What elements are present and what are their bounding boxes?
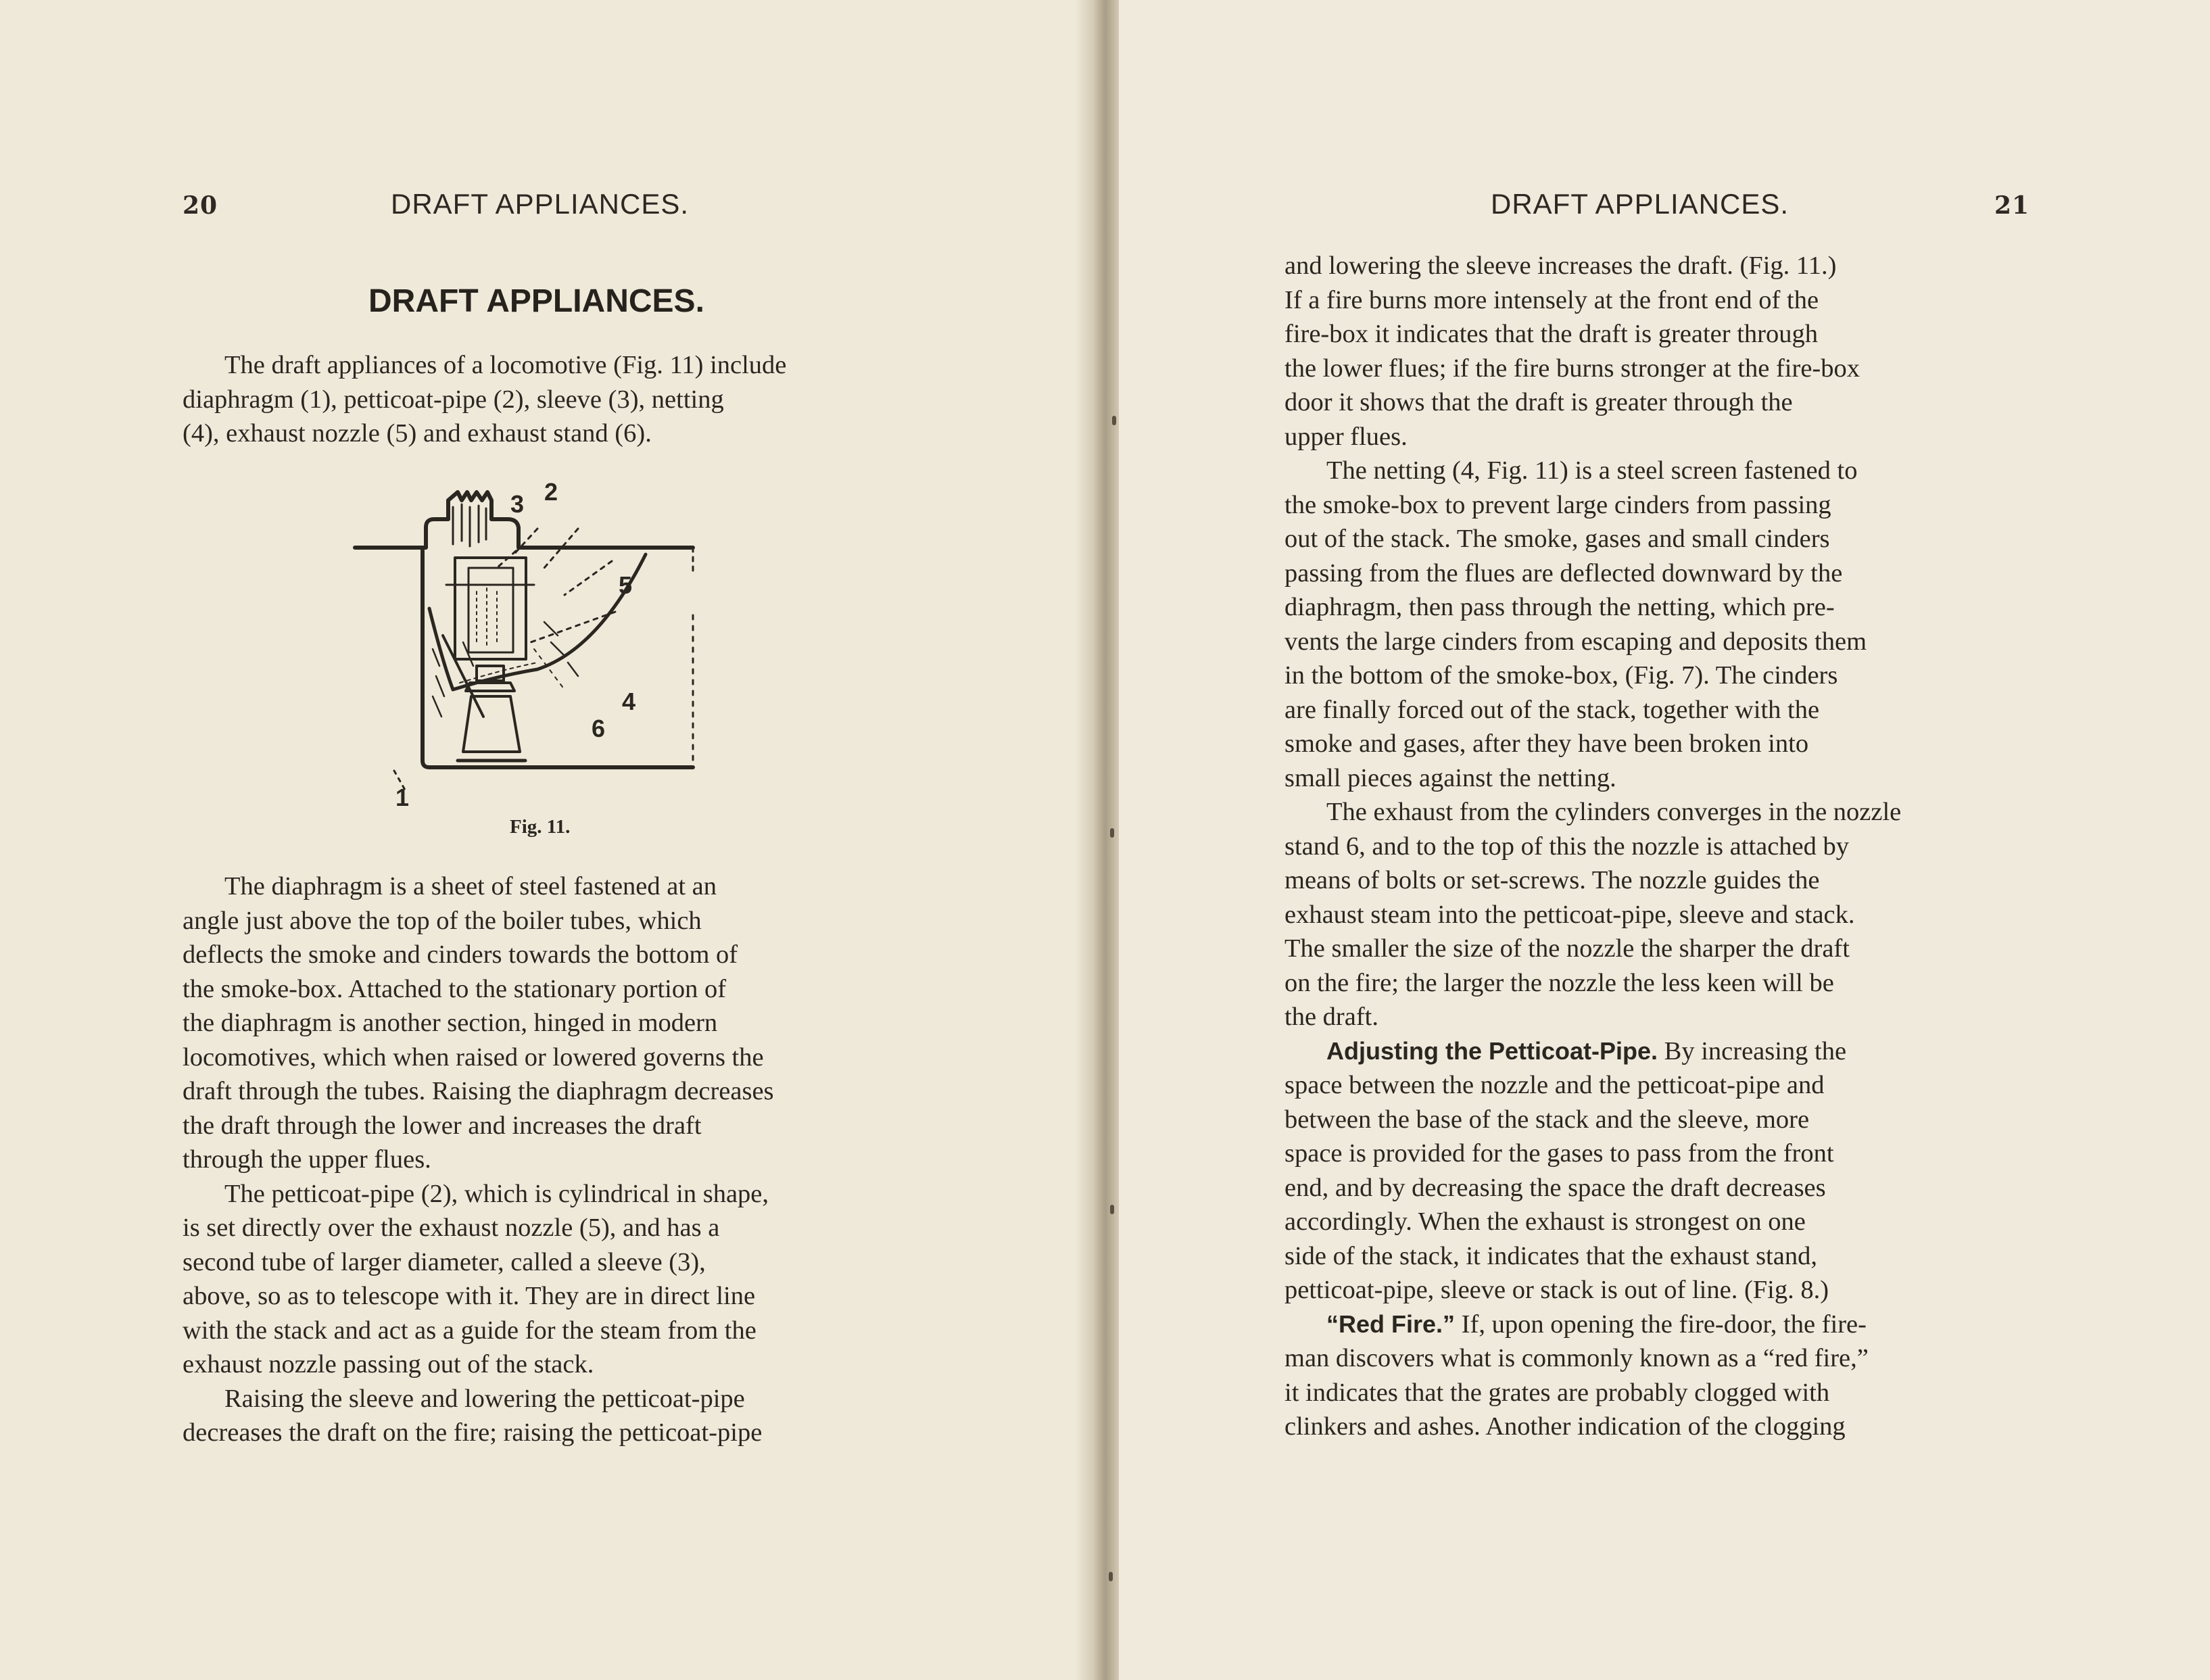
text-line: diaphragm (1), petticoat-pipe (2), sleeve (3), netting bbox=[183, 385, 724, 414]
text-line: on the fire; the larger the nozzle the less keen will be bbox=[1284, 968, 1834, 997]
text-line: The smaller the size of the nozzle the sharper the draft bbox=[1284, 934, 1850, 963]
text-line: If a fire burns more intensely at the front end of the bbox=[1284, 285, 1819, 314]
text-line: angle just above the top of the boiler tubes, which bbox=[183, 906, 702, 935]
right-running-head: DRAFT APPLIANCES. bbox=[1491, 188, 1789, 220]
section-heading-adjusting: Adjusting the Petticoat-Pipe. bbox=[1326, 1036, 1658, 1065]
text-line: end, and by decreasing the space the draft decreases bbox=[1284, 1173, 1826, 1202]
text-line: decreases the draft on the fire; raising the petticoat-pipe bbox=[183, 1418, 763, 1447]
text-line: between the base of the stack and the sleeve, more bbox=[1284, 1105, 1810, 1134]
chapter-title: DRAFT APPLIANCES. bbox=[368, 283, 704, 319]
text-line: vents the large cinders from escaping and deposits them bbox=[1284, 627, 1867, 656]
text-line: and lowering the sleeve increases the draft. (Fig. 11.) bbox=[1284, 251, 1837, 280]
binding-mark bbox=[1110, 828, 1114, 838]
text-line: clinkers and ashes. Another indication of the clogging bbox=[1284, 1412, 1846, 1441]
left-page-number: 20 bbox=[183, 191, 218, 220]
text-line: stand 6, and to the top of this the nozzle is attached by bbox=[1284, 832, 1850, 861]
text-line: The exhaust from the cylinders converges in the nozzle bbox=[1326, 798, 1902, 826]
text-line: The diaphragm is a sheet of steel fastened at an bbox=[224, 872, 717, 901]
left-page bbox=[0, 0, 1092, 1680]
fig-label-4: 4 bbox=[622, 688, 636, 715]
text-line: the lower flues; if the fire burns stronger at the fire-box bbox=[1284, 354, 1860, 383]
text-line: passing from the flues are deflected downward by the bbox=[1284, 558, 1843, 587]
text-line: space is provided for the gases to pass from the front bbox=[1284, 1139, 1834, 1168]
fig-label-3: 3 bbox=[510, 490, 525, 518]
text-line: with the stack and act as a guide for the steam from the bbox=[183, 1316, 756, 1345]
right-body bbox=[1284, 249, 2023, 1444]
text-line: deflects the smoke and cinders towards the bottom of bbox=[183, 940, 738, 969]
text-line: The petticoat-pipe (2), which is cylindrical in shape, bbox=[224, 1179, 769, 1208]
text-line: The draft appliances of a locomotive (Fig. 11) include bbox=[224, 351, 787, 379]
text-line: exhaust steam into the petticoat-pipe, sleeve and stack. bbox=[1284, 900, 1855, 929]
text-line: in the bottom of the smoke-box, (Fig. 7). The cinders bbox=[1284, 661, 1838, 690]
binding-mark bbox=[1112, 416, 1116, 425]
text-line: door it shows that the draft is greater through the bbox=[1284, 388, 1793, 416]
text-line: side of the stack, it indicates that the exhaust stand, bbox=[1284, 1241, 1817, 1270]
text-line: upper flues. bbox=[1284, 422, 1408, 451]
text-line: small pieces against the netting. bbox=[1284, 763, 1616, 792]
binding-mark bbox=[1109, 1572, 1113, 1581]
figure-caption: Fig. 11. bbox=[510, 816, 571, 838]
fig-11-diagram bbox=[341, 473, 747, 811]
right-page bbox=[1119, 0, 2210, 1680]
fig-label-1: 1 bbox=[395, 784, 410, 811]
text-line: the smoke-box. Attached to the stationary portion of bbox=[183, 974, 727, 1003]
text-line: the diaphragm is another section, hinged in modern bbox=[183, 1009, 718, 1037]
intro-paragraph bbox=[183, 348, 921, 451]
section-heading-red-fire: “Red Fire.” bbox=[1326, 1310, 1456, 1338]
binding-mark bbox=[1110, 1205, 1114, 1214]
fig-label-6: 6 bbox=[592, 715, 606, 742]
text-line: it indicates that the grates are probably clogged with bbox=[1284, 1378, 1830, 1407]
text-line: second tube of larger diameter, called a sleeve (3), bbox=[183, 1247, 706, 1276]
text-line: is set directly over the exhaust nozzle (5), and has a bbox=[183, 1214, 720, 1242]
text-line: space between the nozzle and the petticoat-pipe and bbox=[1284, 1071, 1825, 1099]
text-line: the draft. bbox=[1284, 1003, 1378, 1031]
text-line: (4), exhaust nozzle (5) and exhaust stand (6). bbox=[183, 419, 652, 448]
text-line: Raising the sleeve and lowering the petticoat-pipe bbox=[224, 1384, 745, 1413]
text-line: man discovers what is commonly known as a “red fire,” bbox=[1284, 1344, 1869, 1372]
text-line: “Red Fire.” If, upon opening the fire-door, the fire- bbox=[1326, 1310, 1867, 1339]
text-line: petticoat-pipe, sleeve or stack is out of line. (Fig. 8.) bbox=[1284, 1276, 1829, 1304]
text-line: locomotives, which when raised or lowered governs the bbox=[183, 1042, 764, 1072]
text-line: draft through the tubes. Raising the diaphragm decreases bbox=[183, 1077, 774, 1105]
text-line: the smoke-box to prevent large cinders from passing bbox=[1284, 490, 1831, 519]
text-line: Adjusting the Petticoat-Pipe. By increasing the bbox=[1326, 1036, 1847, 1065]
text-line: The netting (4, Fig. 11) is a steel screen fastened to bbox=[1326, 456, 1858, 485]
text-line: the draft through the lower and increases the draft bbox=[183, 1111, 702, 1140]
left-body bbox=[183, 869, 921, 1450]
text-line: through the upper flues. bbox=[183, 1145, 431, 1174]
text-line: smoke and gases, after they have been broken into bbox=[1284, 729, 1809, 758]
text-line: above, so as to telescope with it. They are in direct line bbox=[183, 1282, 756, 1310]
text-line: accordingly. When the exhaust is strongest on one bbox=[1284, 1207, 1806, 1236]
right-page-number: 21 bbox=[1994, 191, 2030, 220]
fig-label-2: 2 bbox=[544, 478, 558, 506]
text-line: means of bolts or set-screws. The nozzle guides the bbox=[1284, 866, 1820, 894]
text-line: exhaust nozzle passing out of the stack. bbox=[183, 1350, 594, 1378]
text-line: diaphragm, then pass through the netting, which pre- bbox=[1284, 593, 1835, 621]
text-line: out of the stack. The smoke, gases and small cinders bbox=[1284, 525, 1830, 553]
left-running-head: DRAFT APPLIANCES. bbox=[391, 188, 690, 220]
text-line: are finally forced out of the stack, together with the bbox=[1284, 695, 1820, 724]
fig-label-5: 5 bbox=[619, 571, 633, 599]
text-line: fire-box it indicates that the draft is greater through bbox=[1284, 320, 1818, 348]
